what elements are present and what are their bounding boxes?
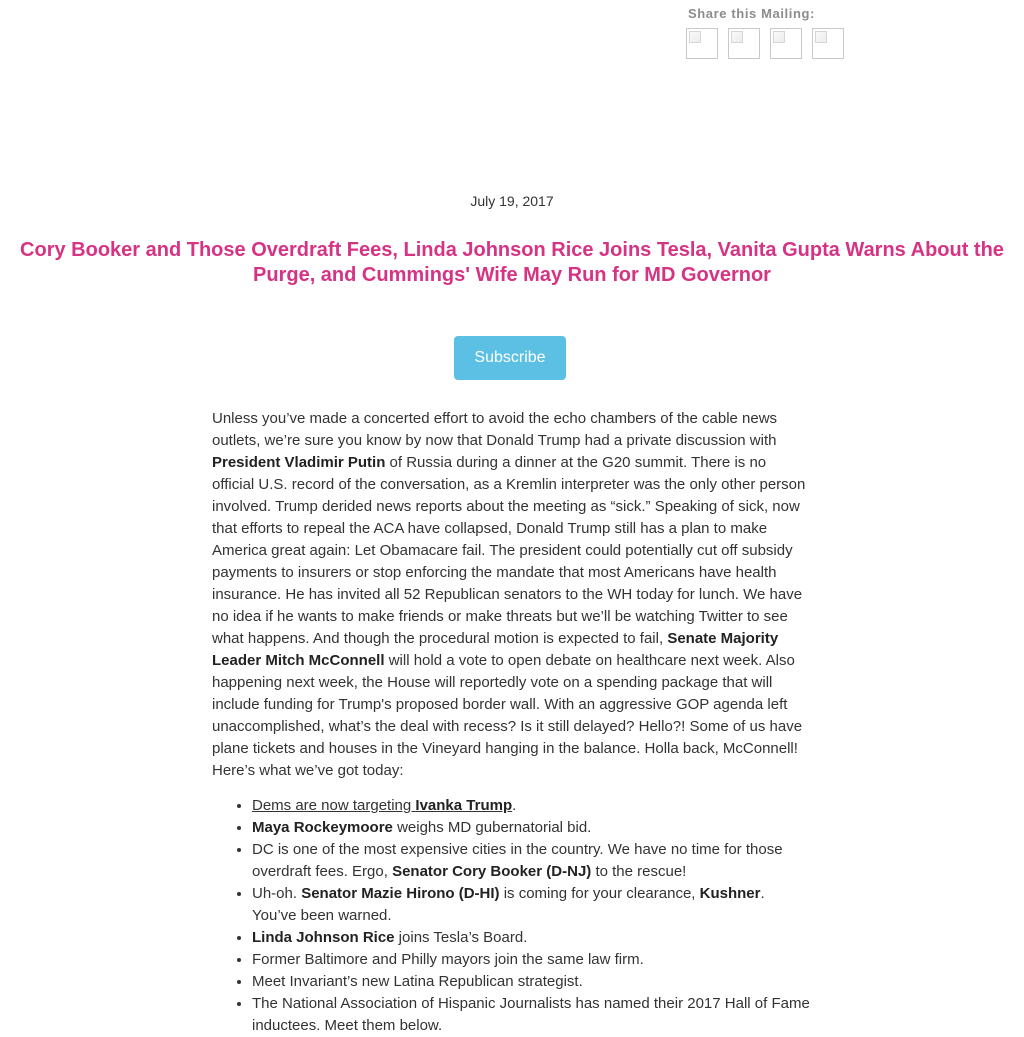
mailing-date: July 19, 2017 xyxy=(470,193,554,209)
intro-text: will hold a vote to open debate on healthcare next week. Also happening next week, the House will reportedly vote on a spending package that will include funding for Trump's proposed border wall. With an aggressive GOP agenda left unaccomplished, what’s the deal with recess? Is it still delayed? Hello?! Some of us have plane tickets and houses in the Vineyard hanging in the balance. Holla back, McConnell! Here’s what we’ve got today: xyxy=(212,652,803,779)
list-item xyxy=(252,883,812,927)
broken-image-icon xyxy=(689,31,701,43)
list-item xyxy=(252,839,812,883)
linkedin-icon[interactable] xyxy=(770,28,802,59)
list-item-bold: Senator Mazie Hirono (D-HI) xyxy=(301,885,500,902)
list-item-bold: Kushner xyxy=(699,885,761,902)
list-item xyxy=(252,971,812,993)
subscribe-button[interactable]: Subscribe xyxy=(454,336,566,380)
list-item xyxy=(252,993,812,1037)
article-body xyxy=(212,408,812,1037)
broken-image-icon xyxy=(773,31,785,43)
share-icons xyxy=(686,28,844,59)
news-bullet-list xyxy=(212,795,812,1037)
intro-bold-putin: President Vladimir Putin xyxy=(212,454,386,471)
list-item xyxy=(252,927,812,949)
email-icon[interactable] xyxy=(812,28,844,59)
list-item-text: The National Association of Hispanic Journalists has named their 2017 Hall of Fame inductees. Meet them below. xyxy=(252,995,810,1034)
share-label: Share this Mailing: xyxy=(688,6,815,21)
list-item-text: Uh-oh. xyxy=(252,885,302,902)
list-item-text: is coming for your clearance, xyxy=(499,885,700,902)
intro-text: Unless you’ve made a concerted effort to avoid the echo chambers of the cable news outlets, we’re sure you know by now that Donald Trump had a private discussion with xyxy=(212,410,778,449)
list-item-text: joins Tesla’s Board. xyxy=(394,929,528,946)
ivanka-link[interactable] xyxy=(252,797,512,814)
link-bold-text: Ivanka Trump xyxy=(415,797,513,814)
list-item-text: . xyxy=(512,797,517,814)
list-item-text: Former Baltimore and Philly mayors join the same law firm. xyxy=(252,951,644,968)
list-item-text: Meet Invariant’s new Latina Republican strategist. xyxy=(252,973,583,990)
intro-text: of Russia during a dinner at the G20 summit. There is no official U.S. record of the conversation, as a Kremlin interpreter was the only other person involved. Trump derided news reports about the meeting as “sick.” Speaking of sick, now that efforts to repeal the ACA have collapsed, Donald Trump still has a plan to make America great again: Let Obamacare fail. The president could potentially cut off subsidy payments to insurers or stop enforcing the mandate that most Americans have health insurance. He has invited all 52 Republican senators to the WH today for lunch. We have no idea if he wants to make friends or make threats but we’ll be watching Twitter to see what happens. And though the procedural motion is expected to fail, xyxy=(212,454,806,647)
twitter-icon[interactable] xyxy=(728,28,760,59)
list-item-text: to the rescue! xyxy=(591,863,687,880)
list-item-text: . You’ve been warned. xyxy=(252,885,765,924)
list-item-text: weighs MD gubernatorial bid. xyxy=(392,819,592,836)
list-item xyxy=(252,817,812,839)
list-item-bold: Maya Rockeymoore xyxy=(252,819,393,836)
list-item-bold: Linda Johnson Rice xyxy=(252,929,395,946)
intro-bold-mcconnell: Senate Majority Leader Mitch McConnell xyxy=(212,630,779,669)
headline: Cory Booker and Those Overdraft Fees, Linda Johnson Rice Joins Tesla, Vanita Gupta Warns About the Purge, and Cummings' Wife May Run for MD Governor xyxy=(20,239,1004,286)
share-block xyxy=(688,6,844,59)
link-text: Dems are now targeting xyxy=(252,797,416,814)
list-item-bold: Senator Cory Booker (D-NJ) xyxy=(392,863,592,880)
list-item-text: DC is one of the most expensive cities in the country. We have no time for those overdraft fees. Ergo, xyxy=(252,841,783,880)
broken-image-icon xyxy=(731,31,743,43)
facebook-icon[interactable] xyxy=(686,28,718,59)
intro-paragraph xyxy=(212,408,812,782)
list-item xyxy=(252,949,812,971)
broken-image-icon xyxy=(815,31,827,43)
list-item xyxy=(252,795,812,817)
